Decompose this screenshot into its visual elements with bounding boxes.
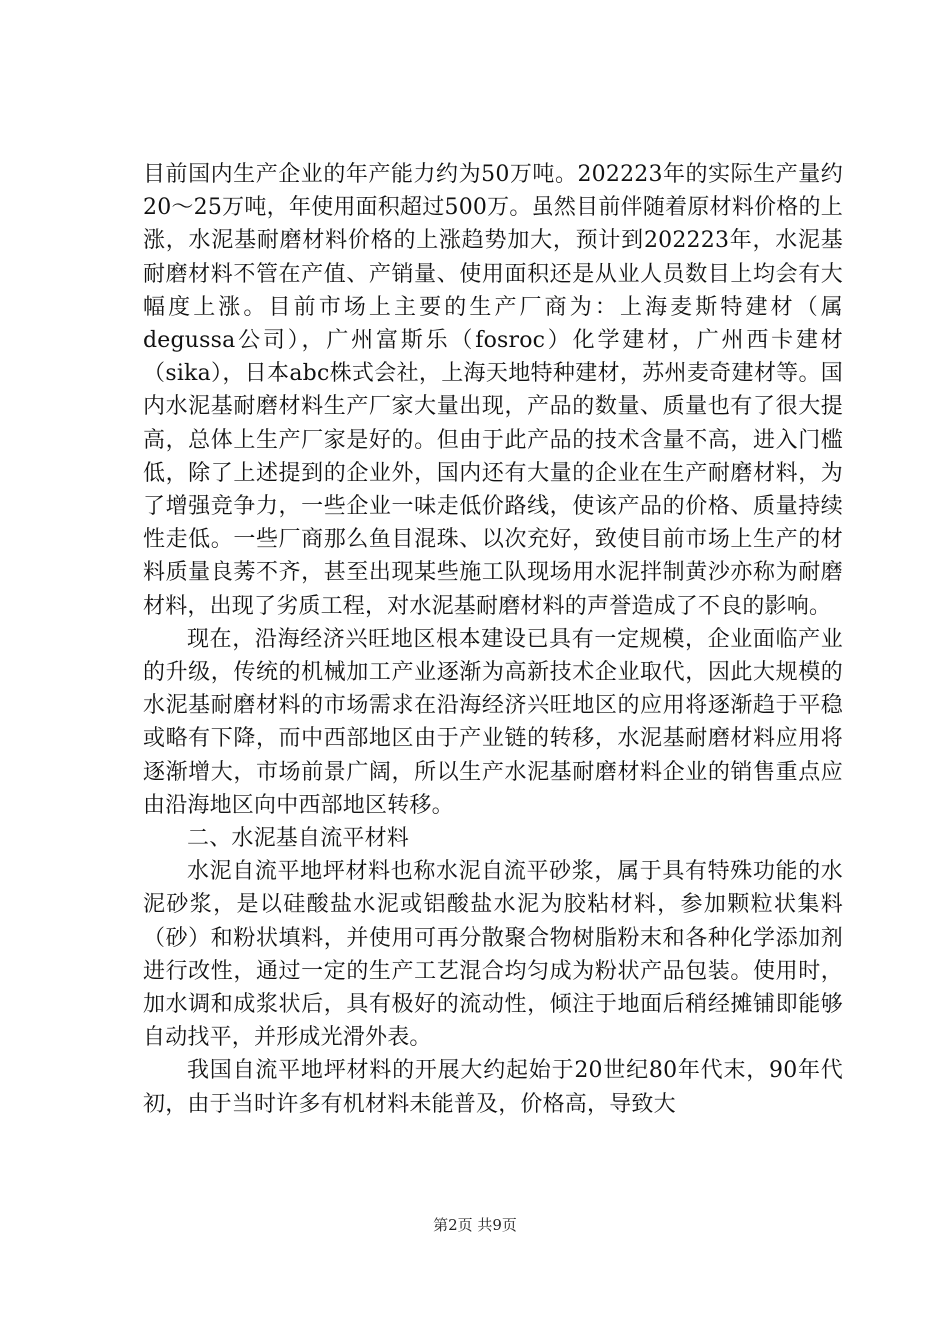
paragraph-self-leveling-history: 我国自流平地坪材料的开展大约起始于20世纪80年代末，90年代初，由于当时许多有机材料未能普及，价格高，导致大 [143, 1058, 843, 1117]
page-number-footer: 第2页 共9页 [433, 1216, 517, 1234]
paragraph-self-leveling-definition: 水泥自流平地坪材料也称水泥自流平砂浆，属于具有特殊功能的水泥砂浆，是以硅酸盐水泥或铝酸盐水泥为胶粘材料，参加颗粒状集料（砂）和粉状填料，并使用可再分散聚合物树脂粉末和各种化学添加剂进行改性，通过一定的生产工艺混合均匀成为粉状产品包装。使用时，加水调和成浆状后，具有极好的流动性，倾注于地面后稍经摊铺即能够自动找平，并形成光滑外表。 [143, 859, 843, 1051]
paragraph-market-overview: 目前国内生产企业的年产能力约为50万吨。202223年的实际生产量约20～25万吨，年使用面积超过500万。虽然目前伴随着原材料价格的上涨，水泥基耐磨材料价格的上涨趋势加大，预计到202223年，水泥基耐磨材料不管在产值、产销量、使用面积还是从业人员数目上均会有大幅度上涨。目前市场上主要的生产厂商为：上海麦斯特建材（属degussa公司），广州富斯乐（fosroc）化学建材，广州西卡建材（sika），日本abc株式会社，上海天地特种建材，苏州麦奇建材等。国内水泥基耐磨材料生产厂家大量出现，产品的数量、质量也有了很大提高，总体上生产厂家是好的。但由于此产品的技术含量不高，进入门槛低，除了上述提到的企业外，国内还有大量的企业在生产耐磨材料，为了增强竞争力，一些企业一味走低价路线，使该产品的价格、质量持续性走低。一些厂商那么鱼目混珠、以次充好，致使目前市场上生产的材料质量良莠不齐，甚至出现某些施工队现场用水泥拌制黄沙亦称为耐磨材料，出现了劣质工程，对水泥基耐磨材料的声誉造成了不良的影响。 [143, 162, 843, 619]
section-heading-self-leveling: 二、水泥基自流平材料 [187, 826, 410, 852]
paragraph-regional-shift: 现在，沿海经济兴旺地区根本建设已具有一定规模，企业面临产业的升级，传统的机械加工产业逐渐为高新技术企业取代，因此大规模的水泥基耐磨材料的市场需求在沿海经济兴旺地区的应用将逐渐趋于平稳或略有下降，而中西部地区由于产业链的转移，水泥基耐磨材料应用将逐渐增大，市场前景广阔，所以生产水泥基耐磨材料企业的销售重点应由沿海地区向中西部地区转移。 [143, 626, 843, 818]
document-body [143, 158, 843, 1121]
